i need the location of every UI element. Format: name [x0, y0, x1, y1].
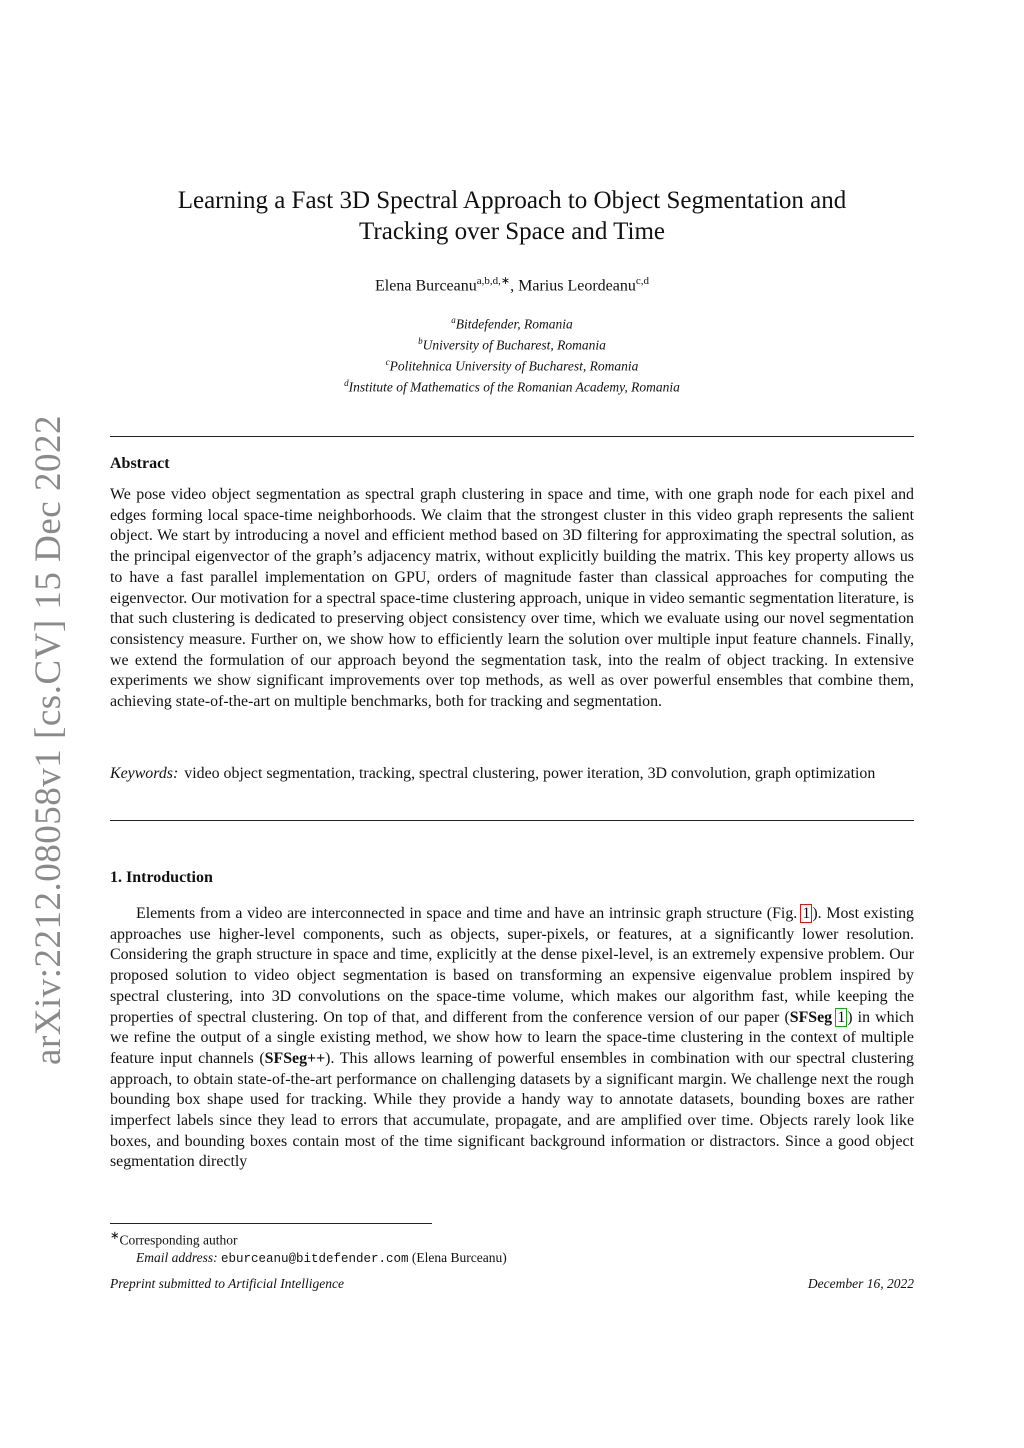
- title-line-1: Learning a Fast 3D Spectral Approach to Object Segmentation and: [177, 187, 847, 214]
- figure-reference-link[interactable]: 1: [802, 905, 811, 922]
- section-heading-introduction: 1. Introduction: [110, 869, 213, 886]
- abstract-bottom-rule: [110, 820, 914, 821]
- affiliation-text: Institute of Mathematics of the Romanian Academy, Romania: [348, 379, 680, 395]
- method-name: SFSeg++: [264, 1049, 326, 1067]
- footnote-email-line: [110, 1249, 914, 1269]
- footnote-line: [110, 1228, 914, 1249]
- affiliation: [110, 354, 914, 375]
- method-name: SFSeg: [789, 1008, 833, 1026]
- keywords-text: video object segmentation, tracking, spectral clustering, power iteration, 3D convolution, graph optimization: [184, 765, 876, 782]
- affiliation-list: [110, 312, 914, 396]
- introduction-paragraph: [110, 904, 914, 1173]
- affiliation: [110, 375, 914, 396]
- affiliation-mark: a: [451, 315, 456, 325]
- intro-text: Elements from a video are interconnected in space and time and have an intrinsic graph structure (Fig.: [136, 905, 798, 922]
- footnote: [110, 1228, 914, 1269]
- abstract-heading: Abstract: [110, 455, 170, 472]
- author-affil-marks: c,d: [635, 275, 649, 287]
- author-list: Elena Burceanu$^{a,b,d,∗}$, Marius Leordeanu$^{c,d}$: [375, 275, 649, 295]
- affiliation-text: Politehnica University of Bucharest, Romania: [389, 358, 639, 374]
- email-owner: (Elena Burceanu): [411, 1250, 507, 1265]
- citation-link[interactable]: 1: [837, 1008, 846, 1026]
- abstract-top-rule: [110, 436, 914, 437]
- arxiv-identifier[interactable]: arXiv:2212.08058v1 [cs.CV] 15 Dec 2022: [27, 415, 69, 1065]
- footnote-mark: ∗: [110, 1230, 120, 1242]
- affiliation-text: University of Bucharest, Romania: [422, 337, 606, 353]
- affiliation-mark: d: [344, 377, 349, 388]
- affiliation: [110, 312, 914, 333]
- intro-text: ) in which we refine the output of a single existing method, we show how to learn the space-time clustering in the context of multiple feature input channels (: [110, 1008, 914, 1067]
- preprint-note: Preprint submitted to Artificial Intelligence: [110, 1276, 344, 1291]
- intro-text: ). This allows learning of powerful ensembles in combination with our spectral clustering approach, to obtain state-of-the-art performance on challenging datasets by a significant margin. We challenge next the rough bounding box shape used for tracking. While they provide a handy way to annotate datasets, bounding boxes are rather imperfect labels since they lead to errors that accumulate, propagate, and are amplified over time. Objects rarely look like boxes, and bounding boxes contain most of the time significant background information or distractors. Since a good object segmentation directly: [110, 1049, 914, 1171]
- keywords-label: Keywords:: [110, 765, 179, 782]
- title-line-2: Tracking over Space and Time: [359, 218, 665, 245]
- affiliation-mark: b: [418, 335, 423, 346]
- email-address-link[interactable]: eburceanu@bitdefender.com: [221, 1252, 409, 1266]
- author-name: Elena Burceanu: [375, 277, 477, 295]
- footnote-corresponding: Corresponding author: [119, 1232, 238, 1248]
- affiliation-text: Bitdefender, Romania: [455, 316, 573, 332]
- paper-title: [110, 185, 914, 247]
- intro-text: ). Most existing approaches use higher-level components, such as objects, super-pixels, or features, at a significantly lower resolution. Considering the graph structure in space and time, explicitly at the dense pixel-level, is an extremely expensive problem. Our proposed solution to video object segmentation is based on transforming an expensive eigenvalue problem inspired by spectral clustering, into 3D convolutions on the space-time volume, which makes our algorithm fast, while keeping the properties of spectral clustering. On top of that, and different from the conference version of our paper (: [110, 905, 914, 1026]
- preprint-date: December 16, 2022: [807, 1276, 914, 1291]
- keywords: [110, 764, 914, 785]
- author-name: Marius Leordeanu: [518, 277, 636, 295]
- affiliation: [110, 333, 914, 354]
- footnote-rule: [110, 1223, 432, 1224]
- abstract-text: We pose video object segmentation as spectral graph clustering in space and time, with one graph node for each pixel and edges forming local space-time neighborhoods. We claim that the strongest cluster in this video graph represents the salient object. We start by introducing a novel and efficient method based on 3D filtering for approximating the spectral solution, as the principal eigenvector of the graph’s adjacency matrix, without explicitly building the matrix. This key property allows us to have a fast parallel implementation on GPU, orders of magnitude faster than classical approaches for computing the eigenvector. Our motivation for a spectral space-time clustering approach, unique in video semantic segmentation literature, is that such clustering is dedicated to preserving object consistency over time, which we evaluate using our novel segmentation consistency measure. Further on, we show how to efficiently learn the solution over multiple input feature channels. Finally, we extend the formulation of our approach beyond the segmentation task, into the realm of object tracking. In extensive experiments we show significant improvements over top methods, as well as over powerful ensembles that combine them, achieving state-of-the-art on multiple benchmarks, both for tracking and segmentation.: [110, 486, 914, 711]
- affiliation-mark: c: [385, 356, 390, 367]
- author-affil-marks: a,b,d,∗: [476, 275, 511, 287]
- email-label: Email address:: [136, 1250, 218, 1265]
